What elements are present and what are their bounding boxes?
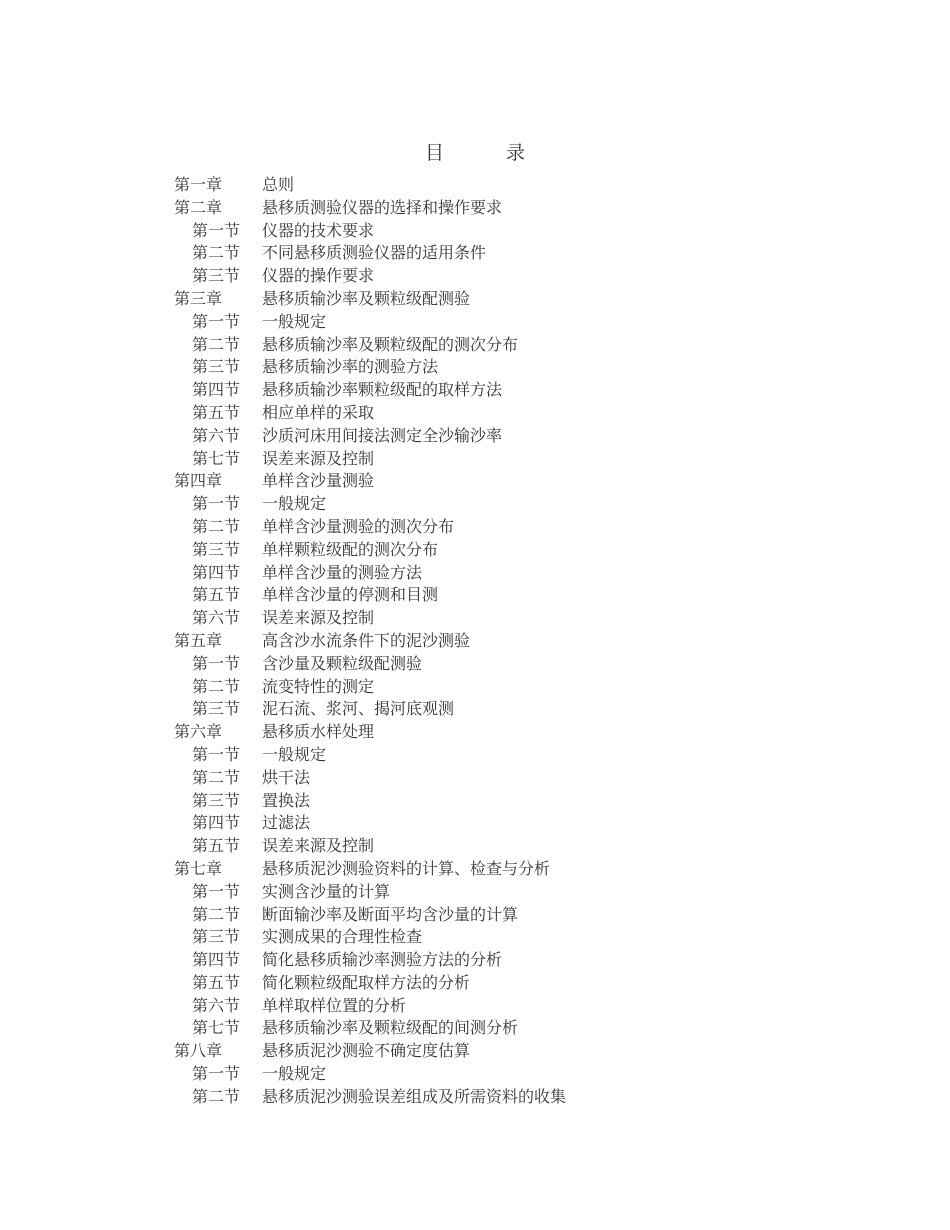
toc-section-entry bbox=[174, 584, 874, 607]
section-title: 悬移质输沙率及颗粒级配的测次分布 bbox=[262, 334, 519, 354]
section-number: 第五节 bbox=[192, 402, 241, 422]
toc-section-entry bbox=[174, 926, 874, 949]
section-number: 第一节 bbox=[192, 881, 241, 901]
section-number: 第一节 bbox=[192, 653, 241, 673]
section-title: 悬移质输沙率颗粒级配的取样方法 bbox=[262, 380, 503, 400]
toc-chapter-entry bbox=[174, 288, 874, 311]
section-title: 悬移质泥沙测验误差组成及所需资料的收集 bbox=[262, 1086, 567, 1106]
section-title: 相应单样的采取 bbox=[262, 402, 375, 422]
section-number: 第一节 bbox=[192, 220, 241, 240]
toc-chapter-entry bbox=[174, 174, 874, 197]
toc-chapter-entry bbox=[174, 1040, 874, 1063]
toc-chapter-entry bbox=[174, 470, 874, 493]
section-title: 单样颗粒级配的测次分布 bbox=[262, 539, 439, 559]
chapter-title: 悬移质水样处理 bbox=[262, 722, 375, 742]
toc-section-entry bbox=[174, 356, 874, 379]
toc-section-entry bbox=[174, 379, 874, 402]
section-title: 实测含沙量的计算 bbox=[262, 881, 391, 901]
chapter-title: 悬移质泥沙测验不确定度估算 bbox=[262, 1041, 471, 1061]
section-number: 第四节 bbox=[192, 562, 241, 582]
chapter-number: 第六章 bbox=[174, 722, 223, 742]
chapter-title: 悬移质输沙率及颗粒级配测验 bbox=[262, 288, 471, 308]
chapter-number: 第七章 bbox=[174, 858, 223, 878]
section-title: 悬移质输沙率及颗粒级配的间测分析 bbox=[262, 1018, 519, 1038]
section-number: 第三节 bbox=[192, 790, 241, 810]
toc-section-entry bbox=[174, 562, 874, 585]
toc-chapter-entry bbox=[174, 197, 874, 220]
chapter-title: 高含沙水流条件下的泥沙测验 bbox=[262, 630, 471, 650]
section-title: 含沙量及颗粒级配测验 bbox=[262, 653, 423, 673]
toc-section-entry bbox=[174, 265, 874, 288]
toc-section-entry bbox=[174, 835, 874, 858]
section-number: 第四节 bbox=[192, 380, 241, 400]
toc-section-entry bbox=[174, 767, 874, 790]
toc-chapter-entry bbox=[174, 721, 874, 744]
section-number: 第二节 bbox=[192, 1086, 241, 1106]
section-number: 第五节 bbox=[192, 972, 241, 992]
section-title: 烘干法 bbox=[262, 767, 311, 787]
section-title: 简化悬移质输沙率测验方法的分析 bbox=[262, 950, 503, 970]
section-number: 第三节 bbox=[192, 266, 241, 286]
section-number: 第二节 bbox=[192, 243, 241, 263]
toc-section-entry bbox=[174, 904, 874, 927]
section-title: 沙质河床用间接法测定全沙输沙率 bbox=[262, 425, 503, 445]
toc-section-entry bbox=[174, 242, 874, 265]
section-title: 置换法 bbox=[262, 790, 311, 810]
section-title: 一般规定 bbox=[262, 1064, 327, 1084]
section-number: 第七节 bbox=[192, 1018, 241, 1038]
section-title: 一般规定 bbox=[262, 494, 327, 514]
chapter-title: 悬移质测验仪器的选择和操作要求 bbox=[262, 197, 503, 217]
section-title: 误差来源及控制 bbox=[262, 448, 375, 468]
section-number: 第一节 bbox=[192, 494, 241, 514]
section-number: 第七节 bbox=[192, 448, 241, 468]
section-number: 第三节 bbox=[192, 927, 241, 947]
section-number: 第一节 bbox=[192, 744, 241, 764]
section-title: 单样取样位置的分析 bbox=[262, 995, 407, 1015]
section-title: 简化颗粒级配取样方法的分析 bbox=[262, 972, 471, 992]
section-title: 悬移质输沙率的测验方法 bbox=[262, 357, 439, 377]
section-title: 断面输沙率及断面平均含沙量的计算 bbox=[262, 904, 519, 924]
toc-section-entry bbox=[174, 812, 874, 835]
toc-chapter-entry bbox=[174, 858, 874, 881]
table-of-contents bbox=[174, 174, 874, 1109]
section-number: 第一节 bbox=[192, 1064, 241, 1084]
section-title: 单样含沙量测验的测次分布 bbox=[262, 516, 455, 536]
toc-section-entry bbox=[174, 607, 874, 630]
section-number: 第二节 bbox=[192, 334, 241, 354]
chapter-number: 第二章 bbox=[174, 197, 223, 217]
toc-section-entry bbox=[174, 493, 874, 516]
section-title: 误差来源及控制 bbox=[262, 836, 375, 856]
section-title: 不同悬移质测验仪器的适用条件 bbox=[262, 243, 487, 263]
toc-section-entry bbox=[174, 402, 874, 425]
section-title: 实测成果的合理性检查 bbox=[262, 927, 423, 947]
chapter-number: 第四章 bbox=[174, 471, 223, 491]
section-number: 第六节 bbox=[192, 425, 241, 445]
section-number: 第四节 bbox=[192, 950, 241, 970]
toc-section-entry bbox=[174, 1017, 874, 1040]
toc-section-entry bbox=[174, 1063, 874, 1086]
section-number: 第一节 bbox=[192, 311, 241, 331]
toc-section-entry bbox=[174, 311, 874, 334]
toc-section-entry bbox=[174, 448, 874, 471]
section-number: 第二节 bbox=[192, 516, 241, 536]
toc-section-entry bbox=[174, 334, 874, 357]
section-title: 一般规定 bbox=[262, 311, 327, 331]
toc-section-entry bbox=[174, 972, 874, 995]
toc-section-entry bbox=[174, 516, 874, 539]
toc-section-entry bbox=[174, 1086, 874, 1109]
section-number: 第五节 bbox=[192, 836, 241, 856]
section-title: 过滤法 bbox=[262, 813, 311, 833]
toc-section-entry bbox=[174, 881, 874, 904]
section-title: 仪器的操作要求 bbox=[262, 266, 375, 286]
chapter-number: 第一章 bbox=[174, 175, 223, 194]
section-number: 第三节 bbox=[192, 539, 241, 559]
toc-chapter-entry bbox=[174, 630, 874, 653]
toc-section-entry bbox=[174, 790, 874, 813]
section-title: 泥石流、浆河、揭河底观测 bbox=[262, 699, 455, 719]
toc-section-entry bbox=[174, 949, 874, 972]
section-number: 第三节 bbox=[192, 357, 241, 377]
section-number: 第三节 bbox=[192, 699, 241, 719]
toc-section-entry bbox=[174, 744, 874, 767]
page-title-part1: 目 bbox=[424, 142, 444, 164]
chapter-title: 单样含沙量测验 bbox=[262, 471, 375, 491]
chapter-title: 悬移质泥沙测验资料的计算、检查与分析 bbox=[262, 858, 551, 878]
section-title: 误差来源及控制 bbox=[262, 608, 375, 628]
page-title bbox=[0, 140, 950, 166]
section-number: 第四节 bbox=[192, 813, 241, 833]
chapter-number: 第八章 bbox=[174, 1041, 223, 1061]
section-number: 第二节 bbox=[192, 767, 241, 787]
toc-section-entry bbox=[174, 653, 874, 676]
page-title-part2: 录 bbox=[506, 142, 526, 164]
toc-section-entry bbox=[174, 539, 874, 562]
section-number: 第二节 bbox=[192, 676, 241, 696]
section-number: 第二节 bbox=[192, 904, 241, 924]
toc-section-entry bbox=[174, 676, 874, 699]
toc-section-entry bbox=[174, 995, 874, 1018]
section-title: 一般规定 bbox=[262, 744, 327, 764]
section-number: 第六节 bbox=[192, 608, 241, 628]
section-number: 第五节 bbox=[192, 585, 241, 605]
toc-section-entry bbox=[174, 425, 874, 448]
toc-section-entry bbox=[174, 220, 874, 243]
section-title: 单样含沙量的停测和目测 bbox=[262, 585, 439, 605]
section-title: 单样含沙量的测验方法 bbox=[262, 562, 423, 582]
chapter-number: 第五章 bbox=[174, 630, 223, 650]
chapter-number: 第三章 bbox=[174, 288, 223, 308]
section-title: 流变特性的测定 bbox=[262, 676, 375, 696]
chapter-title: 总则 bbox=[262, 175, 295, 194]
section-title: 仪器的技术要求 bbox=[262, 220, 375, 240]
section-number: 第六节 bbox=[192, 995, 241, 1015]
toc-section-entry bbox=[174, 698, 874, 721]
